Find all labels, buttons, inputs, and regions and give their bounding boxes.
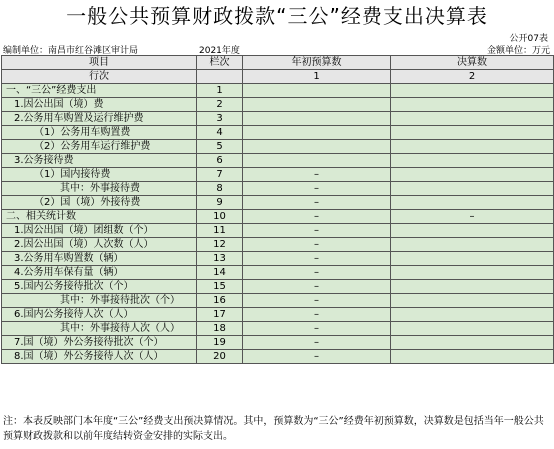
row-final <box>391 322 554 336</box>
table-row <box>2 112 554 126</box>
row-final: – <box>391 210 554 224</box>
amount-unit: 金额单位：万元 <box>486 46 550 56</box>
row-budget: – <box>243 308 391 322</box>
row-final <box>391 112 554 126</box>
report-year: 2021年度 <box>199 46 240 56</box>
row-label: 6.国内公务接待人次（人） <box>2 308 197 322</box>
row-number: 13 <box>197 252 243 266</box>
row-final <box>391 196 554 210</box>
table-row <box>2 154 554 168</box>
row-label: 二、相关统计数 <box>2 210 197 224</box>
row-label: 一、“三公”经费支出 <box>2 84 197 98</box>
row-budget <box>243 140 391 154</box>
table-row <box>2 84 554 98</box>
form-number: 公开07表 <box>509 34 548 44</box>
subheader-blank <box>197 70 243 84</box>
row-label: 其中：外事接待人次（人） <box>2 322 197 336</box>
row-number: 14 <box>197 266 243 280</box>
row-number: 1 <box>197 84 243 98</box>
table-row <box>2 350 554 364</box>
table-row <box>2 280 554 294</box>
header-final: 决算数 <box>391 56 554 70</box>
row-number: 19 <box>197 336 243 350</box>
row-label: 1.因公出国（境）团组数（个） <box>2 224 197 238</box>
row-number: 18 <box>197 322 243 336</box>
expenditure-table <box>1 55 554 364</box>
row-number: 20 <box>197 350 243 364</box>
compiling-unit: 编制单位：南昌市红谷滩区审计局 <box>3 46 139 56</box>
row-label: 8.国（境）外公务接待人次（人） <box>2 350 197 364</box>
row-label: （2）公务用车运行维护费 <box>2 140 197 154</box>
row-final <box>391 98 554 112</box>
table-row <box>2 294 554 308</box>
row-budget <box>243 112 391 126</box>
table-row <box>2 140 554 154</box>
row-label: 其中：外事接待批次（个） <box>2 294 197 308</box>
row-budget: – <box>243 294 391 308</box>
row-final <box>391 294 554 308</box>
row-label: 7.国（境）外公务接待批次（个） <box>2 336 197 350</box>
row-final <box>391 252 554 266</box>
row-final <box>391 84 554 98</box>
row-number: 6 <box>197 154 243 168</box>
row-final <box>391 266 554 280</box>
report-title: 一般公共预算财政拨款“三公”经费支出决算表 <box>66 4 488 28</box>
row-final <box>391 224 554 238</box>
subheader-budget-col: 1 <box>243 70 391 84</box>
row-budget: – <box>243 350 391 364</box>
row-budget <box>243 84 391 98</box>
table-row <box>2 168 554 182</box>
row-budget: – <box>243 210 391 224</box>
table-row <box>2 126 554 140</box>
row-number: 17 <box>197 308 243 322</box>
row-label: （2）国（境）外接待费 <box>2 196 197 210</box>
row-budget <box>243 98 391 112</box>
table-row <box>2 210 554 224</box>
row-final <box>391 308 554 322</box>
row-label: 2.因公出国（境）人次数（人） <box>2 238 197 252</box>
row-number: 2 <box>197 98 243 112</box>
row-budget: – <box>243 322 391 336</box>
row-final <box>391 336 554 350</box>
row-label: 4.公务用车保有量（辆） <box>2 266 197 280</box>
row-budget: – <box>243 182 391 196</box>
row-budget <box>243 126 391 140</box>
row-final <box>391 280 554 294</box>
row-final <box>391 140 554 154</box>
row-number: 9 <box>197 196 243 210</box>
row-final <box>391 182 554 196</box>
header-item: 项目 <box>2 56 197 70</box>
row-label: 其中：外事接待费 <box>2 182 197 196</box>
row-budget: – <box>243 336 391 350</box>
table-row <box>2 98 554 112</box>
table-row <box>2 336 554 350</box>
row-label: 1.因公出国（境）费 <box>2 98 197 112</box>
row-budget: – <box>243 224 391 238</box>
row-number: 8 <box>197 182 243 196</box>
table-row <box>2 252 554 266</box>
row-number: 5 <box>197 140 243 154</box>
row-label: （1）国内接待费 <box>2 168 197 182</box>
row-number: 16 <box>197 294 243 308</box>
subheader-label: 行次 <box>2 70 197 84</box>
row-budget: – <box>243 238 391 252</box>
row-budget: – <box>243 196 391 210</box>
subheader-row <box>2 70 554 84</box>
header-budget: 年初预算数 <box>243 56 391 70</box>
row-final <box>391 154 554 168</box>
row-budget: – <box>243 168 391 182</box>
row-label: （1）公务用车购置费 <box>2 126 197 140</box>
table-row <box>2 322 554 336</box>
row-number: 3 <box>197 112 243 126</box>
row-budget <box>243 154 391 168</box>
header-row <box>2 56 554 70</box>
row-budget: – <box>243 252 391 266</box>
row-final <box>391 350 554 364</box>
row-label: 2.公务用车购置及运行维护费 <box>2 112 197 126</box>
table-row <box>2 196 554 210</box>
subheader-final-col: 2 <box>391 70 554 84</box>
row-number: 10 <box>197 210 243 224</box>
table-row <box>2 182 554 196</box>
row-final <box>391 238 554 252</box>
row-label: 5.国内公务接待批次（个） <box>2 280 197 294</box>
header-row-no: 栏次 <box>197 56 243 70</box>
table-row <box>2 266 554 280</box>
table-row <box>2 238 554 252</box>
row-number: 11 <box>197 224 243 238</box>
row-label: 3.公务用车购置数（辆） <box>2 252 197 266</box>
footnote: 注：本表反映部门本年度“三公”经费支出预决算情况。其中，预算数为“三公”经费年初预算数，决算数是包括当年一般公共预算财政拨款和以前年度结转资金安排的实际支出。 <box>3 416 544 442</box>
table-row <box>2 224 554 238</box>
row-final <box>391 168 554 182</box>
row-budget: – <box>243 266 391 280</box>
row-number: 7 <box>197 168 243 182</box>
row-final <box>391 126 554 140</box>
row-budget: – <box>243 280 391 294</box>
row-number: 12 <box>197 238 243 252</box>
row-number: 4 <box>197 126 243 140</box>
row-label: 3.公务接待费 <box>2 154 197 168</box>
table-body <box>2 56 554 364</box>
table-row <box>2 308 554 322</box>
row-number: 15 <box>197 280 243 294</box>
